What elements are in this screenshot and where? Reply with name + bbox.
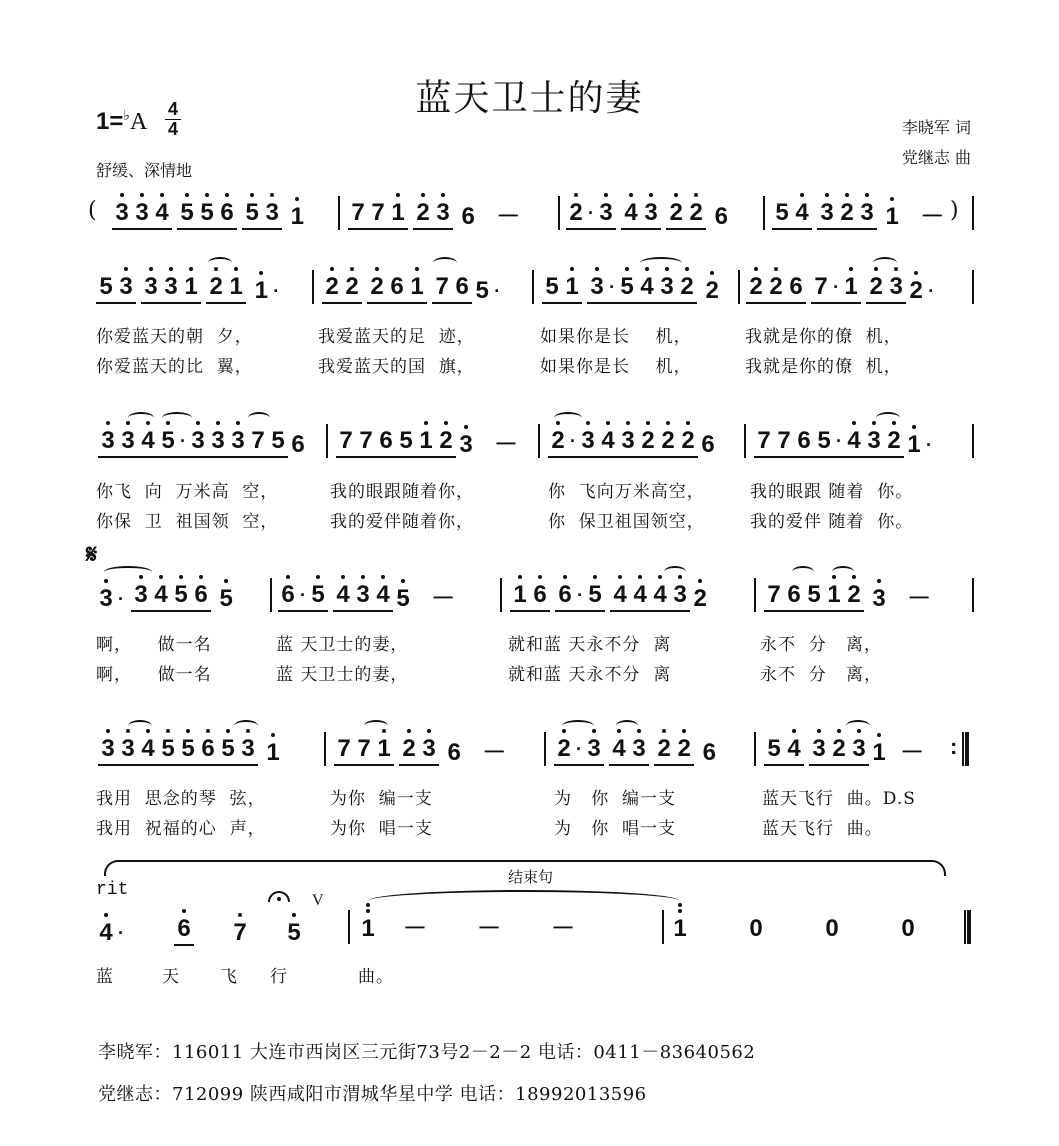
slur (162, 412, 192, 424)
barline (738, 270, 740, 304)
slur (104, 566, 152, 578)
repeat-dots: : (950, 734, 958, 759)
lyric: 永不 分 离， (760, 665, 883, 685)
close-paren: ) (950, 198, 959, 223)
measure: 1 － － － (358, 916, 600, 942)
barline (754, 732, 756, 766)
lyric: 我的爱伴 随着 你。 (750, 512, 914, 532)
barline (338, 196, 340, 230)
slur (664, 566, 686, 578)
lyric: 行 (270, 967, 288, 987)
lyric: 我爱蓝天的足 迹， (318, 327, 475, 347)
slur (640, 257, 682, 269)
segno-icon: 𝄋 (86, 540, 98, 570)
barline (324, 732, 326, 766)
lyric: 蓝天飞行 曲。 (762, 819, 883, 839)
lyric: 我就是你的僚 机， (745, 357, 902, 377)
slur (873, 257, 897, 269)
measure: 2 · 3 4 3 2 2 6 (566, 200, 731, 230)
lyric: 蓝天飞行 曲。D.S (762, 789, 916, 809)
lyric: 啊， 做一名 (96, 665, 212, 685)
barline (544, 732, 546, 766)
key-signature (96, 108, 147, 136)
lyric: 蓝 天卫士的妻， (276, 665, 409, 685)
rit-marking: rit (96, 880, 129, 900)
slur (846, 720, 870, 732)
lyric: 我的眼跟随着你， (330, 482, 474, 502)
barline (972, 196, 974, 230)
lyric: 你飞 向 万米高 空， (96, 482, 279, 502)
lyric: 为 你 唱一支 (554, 819, 677, 839)
barline (532, 270, 534, 304)
lyric: 曲。 (358, 967, 394, 987)
barline (662, 910, 664, 944)
barline (538, 424, 540, 458)
slur (562, 720, 594, 732)
measure: 4 · 6 7 5 (96, 916, 304, 946)
lyric: 我用 思念的琴 弦， (96, 789, 266, 809)
fermata-icon (268, 891, 290, 902)
measure: 5 1 3 · 5 4 3 2 2 (542, 274, 722, 304)
barline (754, 578, 756, 612)
measure: 1 6 6 · 5 4 4 4 3 2 (510, 582, 710, 612)
slur (128, 412, 154, 424)
slur (554, 412, 582, 424)
lyric: 天 (162, 967, 180, 987)
lyric: 我用 祝福的心 声， (96, 819, 266, 839)
slur (234, 720, 258, 732)
measure: 3 3 4 5 5 6 5 3 1 (112, 200, 307, 230)
measure: 3 · 3 4 5 6 5 (96, 582, 236, 612)
lyric: 永不 分 离， (760, 635, 883, 655)
lyric: 如果你是长 机， (540, 327, 692, 347)
song-title: 蓝天卫士的妻 (415, 78, 644, 119)
tempo-marking: 舒缓、深情地 (96, 161, 193, 180)
barline (500, 578, 502, 612)
composer-credit: 党继志 曲 (901, 148, 971, 167)
barline (972, 578, 974, 612)
lyric: 飞 (220, 967, 238, 987)
barline (326, 424, 328, 458)
measure: 3 3 4 5 · 3 3 3 7 5 6 (98, 428, 308, 458)
slur (364, 720, 388, 732)
barline (972, 270, 974, 304)
breath-mark: V (312, 892, 324, 909)
lyric: 我就是你的僚 机， (745, 327, 902, 347)
measure: 7 7 1 2 3 6 － (334, 736, 524, 766)
time-signature-top: 4 (167, 99, 178, 119)
key-note: A (129, 109, 148, 135)
open-paren: ( (88, 198, 97, 223)
time-signature-bottom: 4 (165, 119, 181, 139)
barline (348, 910, 350, 944)
lyric: 我的爱伴随着你， (330, 512, 474, 532)
lyric: 蓝 (96, 967, 114, 987)
slur (208, 257, 232, 269)
slur (792, 566, 814, 578)
lyric: 为 你 编一支 (554, 789, 677, 809)
measure: 7 7 6 5 1 2 3 － (336, 428, 536, 458)
time-signature (165, 100, 181, 139)
lyric: 蓝 天卫士的妻， (276, 635, 409, 655)
lyric: 我的眼跟 随着 你。 (750, 482, 914, 502)
measure: 7 6 5 1 2 3 － (764, 582, 949, 612)
slur (876, 412, 900, 424)
lyric: 你爱蓝天的朝 夕， (96, 327, 253, 347)
repeat-end-barline (962, 732, 969, 766)
flat-icon: ♭ (123, 108, 130, 124)
measure: 3 3 4 5 5 6 5 3 1 (98, 736, 283, 766)
measure: 6 · 5 4 3 4 5 － (278, 582, 473, 612)
footer-contact-lyricist: 李晓军：116011 大连市西岗区三元街73号2－2－2 电话：0411－83640562 (98, 1042, 756, 1063)
footer-contact-composer: 党继志：712099 陕西咸阳市渭城华星中学 电话：18992013596 (98, 1084, 647, 1105)
lyric: 你爱蓝天的比 翼， (96, 357, 253, 377)
lyric: 为你 唱一支 (330, 819, 433, 839)
measure: 5 3 3 3 1 2 1 1 · (96, 274, 281, 304)
barline (558, 196, 560, 230)
lyric: 你保 卫 祖国领 空， (96, 512, 279, 532)
measure: 2 2 2 6 1 7 6 5 · (322, 274, 502, 304)
lyric: 如果你是长 机， (540, 357, 692, 377)
key-prefix: 1= (96, 108, 124, 135)
measure: 7 7 1 2 3 6 － (348, 200, 538, 230)
measure: 1 0 0 0 (670, 916, 918, 942)
measure: 5 4 3 2 3 1 － (772, 200, 962, 230)
measure: 5 4 3 2 3 1 － (764, 736, 935, 766)
lyric: 你 飞向万米高空， (548, 482, 705, 502)
measure: 2 · 3 4 3 2 2 2 6 (548, 428, 718, 458)
barline (312, 270, 314, 304)
slur (832, 566, 854, 578)
lyric: 就和蓝 天永不分 离 (508, 665, 672, 685)
barline (972, 424, 974, 458)
measure: 2 · 3 4 3 2 2 6 (554, 736, 719, 766)
slur (616, 720, 638, 732)
slur (248, 412, 270, 424)
measure: 7 7 6 5 · 4 3 2 1 · (754, 428, 934, 458)
ending-label: 结束句 (508, 868, 554, 886)
ending-slur (368, 890, 680, 912)
measure: 2 2 6 7 · 1 2 3 2 · (746, 274, 936, 304)
lyricist-credit: 李晓军 词 (901, 118, 971, 137)
barline (270, 578, 272, 612)
slur (128, 720, 152, 732)
barline (763, 196, 765, 230)
lyric: 啊， 做一名 (96, 635, 212, 655)
final-barline (964, 910, 971, 944)
barline (744, 424, 746, 458)
lyric: 我爱蓝天的国 旗， (318, 357, 475, 377)
slur (433, 257, 457, 269)
lyric: 你 保卫祖国领空， (548, 512, 705, 532)
lyric: 为你 编一支 (330, 789, 433, 809)
lyric: 就和蓝 天永不分 离 (508, 635, 672, 655)
